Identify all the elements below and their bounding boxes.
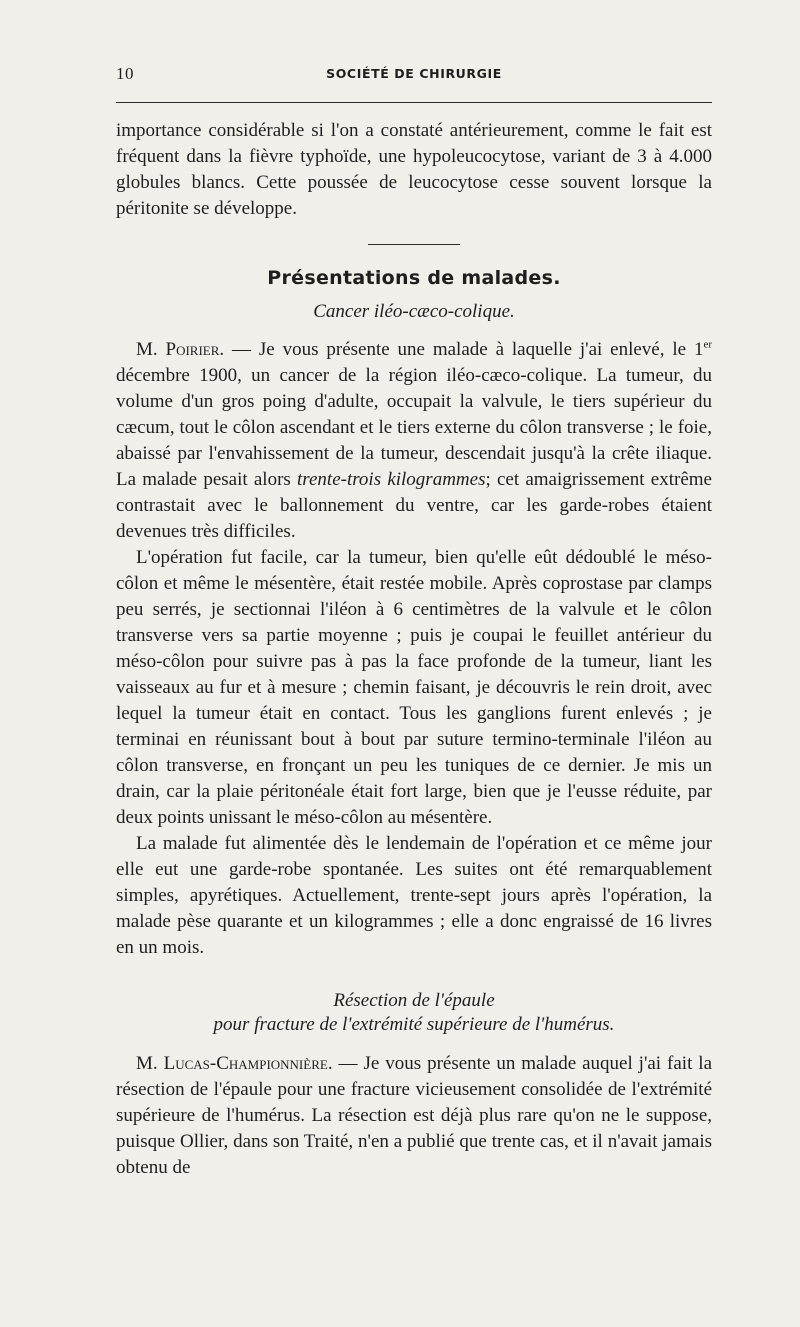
case-title-line-2: pour fracture de l'extrémité supérieure de l'humérus. bbox=[213, 1014, 615, 1035]
paragraph-text: décembre 1900, un cancer de la région iléo-cæco-colique. La tumeur, du volume d'un gros poing d'adulte, occupait la valvule, le tiers supérieur du cæcum, tout le côlon ascendant et le tiers externe du côlon transverse ; le foie, abaissé par l'envahissement de la tumeur, descendait jusqu'à la crête iliaque. La malade pesait alors bbox=[116, 365, 712, 490]
page-number: 10 bbox=[116, 64, 134, 83]
header-rule bbox=[116, 102, 712, 103]
paragraph-text: — Je vous présente une malade à laquelle j'ai enlevé, le 1 bbox=[224, 339, 704, 360]
poirier-paragraph-2: L'opération fut facile, car la tumeur, bien qu'elle eût dédoublé le méso-côlon et même le mésentère, était restée mobile. Après coprostase par clamps peu serrés, je sectionnai l'iléon à 6 centimètres de la valvule et le côlon transverse vers sa partie moyenne ; puis je coupai le feuillet antérieur du méso-côlon pour suivre pas à pas la face profonde de la tumeur, liant les vaisseaux au fur et à mesure ; chemin faisant, je découvris le rein droit, avec lequel la tumeur était en contact. Tous les ganglions furent enlevés ; je terminai en réunissant bout à bout par suture termino-terminale l'iléon au côlon transverse, en fronçant un peu les tuniques de ce dernier. Je mis un drain, car la plaie péritonéale était fort large, bien que je l'eusse réduite, par deux points unissant le méso-côlon au mésentère. bbox=[116, 547, 712, 828]
paragraph-text: — Je vous présente un malade auquel j'ai fait la résection de l'épaule pour une fracture vicieusement consolidée de l'extrémité supérieure de l'humérus. La résection est déjà plus rare qu'on ne le suppose, puisque Ollier, dans son Traité, n'en a publié que trente cas, et il n'avait jamais obtenu de bbox=[116, 1053, 713, 1178]
poirier-paragraph-1 bbox=[116, 337, 712, 545]
poirier-paragraph-3: La malade fut alimentée dès le lendemain de l'opération et ce même jour elle eut une garde-robe spontanée. Les suites ont été remarquablement simples, apyrétiques. Actuellement, trente-sept jours après l'opération, la malade pèse quarante et un kilogrammes ; elle a donc engraissé de 16 livres en un mois. bbox=[116, 833, 712, 958]
speaker-name: M. Poirier. bbox=[136, 339, 225, 360]
emphasis-text: trente-trois kilogrammes bbox=[297, 469, 486, 490]
case-title-line-1: Résection de l'épaule bbox=[333, 990, 495, 1011]
paragraph-text: ; cet amaigrissement extrême contrastait avec le ballonnement du ventre, car les garde-robes étaient devenues très difficiles. bbox=[116, 469, 712, 542]
ordinal-superscript: er bbox=[703, 338, 712, 351]
running-title: SOCIÉTÉ DE CHIRURGIE bbox=[326, 66, 502, 81]
intro-paragraph: importance considérable si l'on a constaté antérieurement, comme le fait est fréquent dans la fièvre typhoïde, une hypoleucocytose, variant de 3 à 4.000 globules blancs. Cette poussée de leucocytose cesse souvent lorsque la péritonite se développe. bbox=[116, 120, 712, 219]
resection-paragraph-1 bbox=[116, 1051, 712, 1181]
subsection-title: Cancer iléo-cæco-colique. bbox=[313, 301, 515, 322]
body-text bbox=[116, 118, 712, 1181]
case-title bbox=[116, 989, 712, 1037]
page-header bbox=[116, 62, 712, 88]
speaker-name: M. Lucas-Championnière. bbox=[136, 1053, 333, 1074]
section-separator bbox=[368, 244, 460, 245]
section-title: Présentations de malades. bbox=[267, 267, 561, 289]
